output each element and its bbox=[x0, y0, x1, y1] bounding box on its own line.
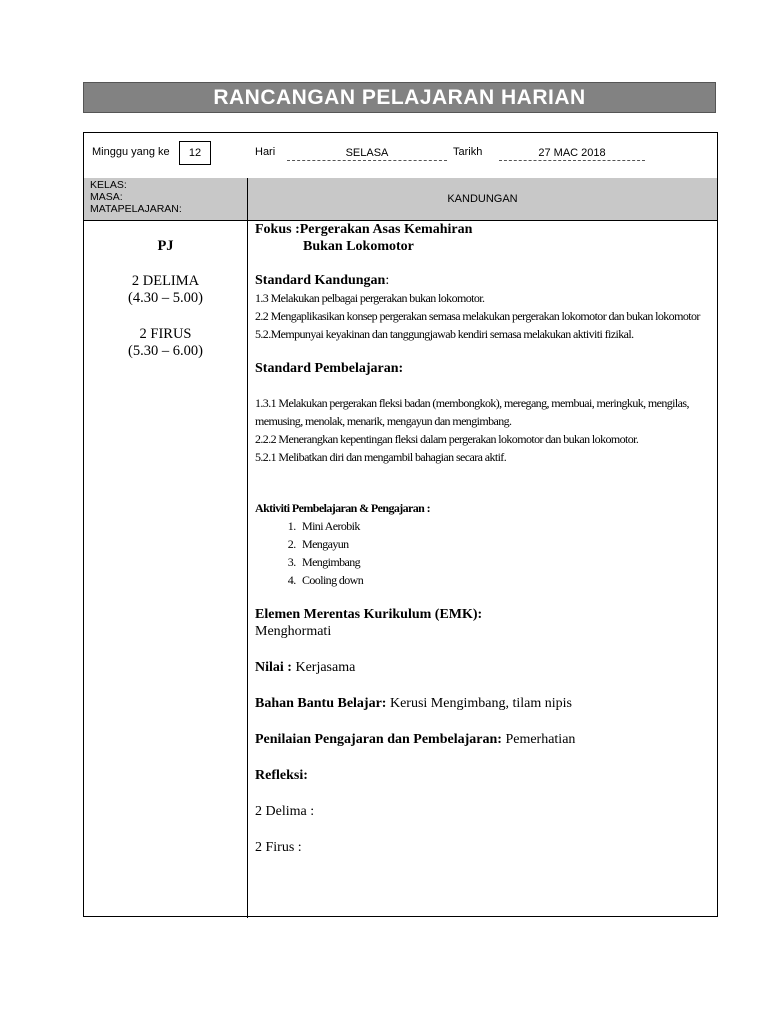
column-divider bbox=[247, 178, 248, 918]
penilaian-label: Penilaian Pengajaran dan Pembelajaran: bbox=[255, 732, 502, 747]
kandungan-header: KANDUNGAN bbox=[447, 193, 518, 205]
masa-label: MASA: bbox=[90, 191, 123, 203]
day-label: Hari bbox=[255, 146, 276, 158]
sk-item: 2.2 Mengaplikasikan konsep pergerakan semasa melakukan pergerakan lokomotor dan bukan lokomotor bbox=[255, 309, 700, 323]
penilaian-value: Pemerhatian bbox=[505, 732, 576, 747]
sp-item: 2.2.2 Menerangkan kepentingan fleksi dalam pergerakan lokomotor dan bukan lokomotor. bbox=[255, 432, 639, 446]
sp-item: 5.2.1 Melibatkan diri dan mengambil bahagian secara aktif. bbox=[255, 450, 507, 464]
standard-kandungan-label: Standard Kandungan bbox=[255, 273, 386, 288]
penilaian-row bbox=[255, 731, 710, 748]
standard-pembelajaran-heading: Standard Pembelajaran: bbox=[255, 361, 404, 376]
standard-kandungan-colon: : bbox=[385, 273, 390, 288]
content-column bbox=[255, 221, 710, 856]
lesson-plan-table bbox=[83, 132, 718, 917]
day-value: SELASA bbox=[287, 146, 447, 161]
class-1: 2 DELIMA bbox=[131, 273, 200, 289]
time-1: (4.30 – 5.00) bbox=[128, 290, 203, 306]
date-label: Tarikh bbox=[453, 146, 483, 158]
nilai-value: Kerjasama bbox=[295, 660, 356, 675]
list-item: 2. Mengayun bbox=[298, 535, 710, 553]
emk-heading: Elemen Merentas Kurikulum (EMK): bbox=[255, 607, 483, 622]
focus-line-1: Fokus :Pergerakan Asas Kemahiran bbox=[255, 222, 473, 237]
focus-line-2: Bukan Lokomotor bbox=[303, 239, 414, 254]
refleksi-firus: 2 Firus : bbox=[255, 840, 302, 855]
time-2: (5.30 – 6.00) bbox=[128, 343, 203, 359]
list-item: 3. Mengimbang bbox=[298, 553, 710, 571]
bbb-label: Bahan Bantu Belajar: bbox=[255, 696, 387, 711]
nilai-label: Nilai : bbox=[255, 660, 292, 675]
emk-value: Menghormati bbox=[255, 624, 332, 639]
table-header-row bbox=[84, 178, 717, 221]
aktiviti-list bbox=[255, 517, 710, 589]
nilai-row bbox=[255, 659, 710, 676]
subject: PJ bbox=[157, 238, 174, 254]
sk-item: 1.3 Melakukan pelbagai pergerakan bukan lokomotor. bbox=[255, 291, 485, 305]
header-left-labels bbox=[90, 179, 182, 215]
aktiviti-heading: Aktiviti Pembelajaran & Pengajaran : bbox=[255, 501, 431, 515]
refleksi-heading: Refleksi: bbox=[255, 768, 308, 783]
kelas-label: KELAS: bbox=[90, 179, 127, 191]
sk-item: 5.2.Mempunyai keyakinan dan tanggungjawab kendiri semasa melakukan aktiviti fizikal. bbox=[255, 327, 634, 341]
info-row bbox=[84, 133, 717, 179]
week-label: Minggu yang ke bbox=[92, 146, 170, 158]
week-value: 12 bbox=[179, 141, 211, 165]
sp-item: 1.3.1 Melakukan pergerakan fleksi badan (membongkok), meregang, membuai, meringkuk, mengilas, memusing, menolak, menarik, mengayun dan mengimbang. bbox=[255, 396, 689, 428]
date-value: 27 MAC 2018 bbox=[499, 146, 645, 161]
list-item: 4. Cooling down bbox=[298, 571, 710, 589]
bbb-value: Kerusi Mengimbang, tilam nipis bbox=[389, 696, 572, 711]
page-title: RANCANGAN PELAJARAN HARIAN bbox=[83, 82, 716, 113]
refleksi-delima: 2 Delima : bbox=[255, 804, 315, 819]
class-time-column bbox=[84, 221, 247, 360]
bbb-row bbox=[255, 695, 710, 712]
list-item: 1. Mini Aerobik bbox=[298, 517, 710, 535]
class-2: 2 FIRUS bbox=[139, 326, 192, 342]
matapelajaran-label: MATAPELAJARAN: bbox=[90, 203, 182, 215]
standard-kandungan-heading bbox=[255, 272, 710, 289]
